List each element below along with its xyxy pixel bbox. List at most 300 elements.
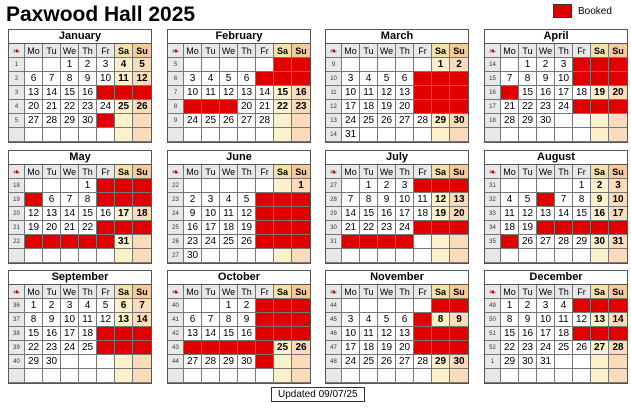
day-cell: 11: [360, 327, 378, 341]
day-cell: 25: [274, 341, 292, 355]
day-header-sa: Sa: [274, 44, 292, 58]
legend-booked-swatch: [553, 4, 572, 18]
day-cell: 17: [342, 100, 360, 114]
day-header-su: Su: [133, 285, 151, 299]
day-cell-booked: 24: [609, 221, 627, 235]
day-cell-booked: 21: [202, 341, 220, 355]
day-cell: [256, 179, 274, 193]
day-cell: [115, 114, 133, 128]
month-name: January: [9, 30, 151, 44]
day-header-tu: Tu: [202, 285, 220, 299]
day-cell: 6: [238, 72, 256, 86]
day-header-fr: Fr: [573, 165, 591, 179]
day-cell: 23: [537, 100, 555, 114]
day-header-we: We: [61, 44, 79, 58]
day-cell: 1: [220, 299, 238, 313]
day-cell: 5: [97, 299, 115, 313]
day-header-sa: Sa: [432, 165, 450, 179]
day-cell: [537, 249, 555, 263]
week-number: 12: [326, 100, 342, 114]
day-cell: 23: [43, 341, 61, 355]
day-cell: 23: [519, 341, 537, 355]
day-cell: 3: [555, 58, 573, 72]
day-header-mo: Mo: [501, 44, 519, 58]
day-header-we: We: [378, 165, 396, 179]
day-cell: [414, 249, 432, 263]
month-grid: [9, 285, 151, 383]
day-cell: [274, 179, 292, 193]
day-cell: [43, 369, 61, 383]
day-cell: 30: [591, 235, 609, 249]
day-cell: 21: [43, 100, 61, 114]
week-number: 43: [168, 341, 184, 355]
day-cell: [133, 249, 151, 263]
day-cell: [555, 114, 573, 128]
day-cell: 18: [133, 207, 151, 221]
week-number: 24: [168, 207, 184, 221]
day-cell: 15: [501, 327, 519, 341]
day-cell: 5: [378, 72, 396, 86]
day-header-th: Th: [238, 285, 256, 299]
day-cell: 30: [519, 355, 537, 369]
day-cell: 22: [79, 221, 97, 235]
day-cell: 18: [414, 207, 432, 221]
day-cell: [184, 58, 202, 72]
day-cell: [396, 369, 414, 383]
day-cell: 12: [220, 86, 238, 100]
day-cell: 25: [202, 114, 220, 128]
day-cell: [115, 249, 133, 263]
day-cell: [342, 299, 360, 313]
day-cell: [79, 128, 97, 142]
day-cell: 13: [396, 86, 414, 100]
day-header-tu: Tu: [43, 44, 61, 58]
day-cell: 14: [256, 86, 274, 100]
day-cell: 3: [61, 299, 79, 313]
month-november: [325, 270, 469, 384]
day-cell: [519, 369, 537, 383]
week-number: [485, 249, 501, 263]
day-header-sa: Sa: [591, 285, 609, 299]
day-cell-booked: 28: [342, 235, 360, 249]
week-number: 32: [485, 193, 501, 207]
week-number: 13: [326, 114, 342, 128]
day-cell: [274, 114, 292, 128]
day-cell: 1: [292, 179, 310, 193]
day-cell: [537, 128, 555, 142]
week-number: 44: [326, 299, 342, 313]
month-grid: [485, 165, 627, 263]
day-cell-booked: 14: [274, 207, 292, 221]
day-cell: 24: [396, 221, 414, 235]
legend: [553, 4, 612, 18]
week-number: 27: [326, 179, 342, 193]
day-cell-booked: 28: [61, 235, 79, 249]
day-cell: 19: [25, 221, 43, 235]
day-header-we: We: [537, 165, 555, 179]
day-header-we: We: [220, 44, 238, 58]
day-cell-booked: 19: [220, 100, 238, 114]
day-cell: 12: [519, 207, 537, 221]
day-header-we: We: [537, 285, 555, 299]
day-cell-booked: 27: [43, 235, 61, 249]
week-number: 39: [9, 341, 25, 355]
day-cell: [133, 235, 151, 249]
month-grid: [9, 44, 151, 142]
day-cell: 28: [555, 235, 573, 249]
week-number: [485, 369, 501, 383]
day-header-we: We: [61, 165, 79, 179]
week-number: 1: [485, 355, 501, 369]
week-number: 35: [485, 235, 501, 249]
day-cell-booked: 24: [115, 221, 133, 235]
day-header-we: We: [220, 285, 238, 299]
day-cell: 30: [43, 355, 61, 369]
day-cell: 14: [609, 313, 627, 327]
day-cell: [360, 58, 378, 72]
day-cell-booked: 31: [256, 355, 274, 369]
day-cell: [184, 369, 202, 383]
day-header-th: Th: [555, 165, 573, 179]
day-cell: 26: [573, 341, 591, 355]
day-cell: 8: [519, 72, 537, 86]
day-cell: 7: [501, 72, 519, 86]
day-header-mo: Mo: [342, 44, 360, 58]
day-cell-booked: 14: [414, 327, 432, 341]
day-cell: 12: [378, 86, 396, 100]
day-cell: [292, 114, 310, 128]
day-cell: [133, 114, 151, 128]
day-cell: [573, 128, 591, 142]
day-cell: 2: [537, 58, 555, 72]
day-cell: 18: [360, 341, 378, 355]
week-number: 10: [326, 72, 342, 86]
week-number: 11: [326, 86, 342, 100]
day-cell: [202, 299, 220, 313]
week-number: 29: [326, 207, 342, 221]
day-cell-booked: 10: [256, 313, 274, 327]
day-cell: [274, 369, 292, 383]
day-header-fr: Fr: [97, 44, 115, 58]
day-cell-booked: 20: [591, 327, 609, 341]
day-cell: [43, 128, 61, 142]
day-cell: 28: [202, 355, 220, 369]
month-name: August: [485, 151, 627, 165]
day-cell-booked: 20: [256, 221, 274, 235]
day-cell: [342, 179, 360, 193]
day-cell: [184, 179, 202, 193]
day-cell: 28: [256, 114, 274, 128]
day-cell: 29: [573, 235, 591, 249]
day-cell: 20: [238, 100, 256, 114]
day-cell-booked: 7: [256, 72, 274, 86]
day-cell: 18: [79, 327, 97, 341]
day-cell: [184, 299, 202, 313]
day-cell-booked: 23: [591, 221, 609, 235]
day-cell: 2: [450, 58, 468, 72]
day-cell-booked: 16: [450, 86, 468, 100]
day-cell: [274, 128, 292, 142]
week-number: 2: [9, 72, 25, 86]
week-number: [326, 249, 342, 263]
day-cell-booked: 2: [97, 179, 115, 193]
day-header-su: Su: [450, 44, 468, 58]
day-cell: 30: [238, 355, 256, 369]
day-cell: 25: [220, 235, 238, 249]
day-cell: 2: [184, 193, 202, 207]
day-cell: 26: [378, 114, 396, 128]
day-cell: [396, 128, 414, 142]
day-cell: 22: [360, 221, 378, 235]
day-cell: 3: [97, 58, 115, 72]
month-september: [8, 270, 152, 384]
day-header-mo: Mo: [184, 165, 202, 179]
month-name: April: [485, 30, 627, 44]
day-cell-booked: 23: [450, 100, 468, 114]
day-cell: 9: [43, 313, 61, 327]
day-cell: 5: [519, 193, 537, 207]
day-header-sa: Sa: [274, 285, 292, 299]
day-cell: [133, 355, 151, 369]
rabbit-icon: ❧: [485, 285, 501, 299]
day-cell: 22: [519, 100, 537, 114]
day-cell: [61, 249, 79, 263]
day-cell: 6: [115, 299, 133, 313]
day-cell: 4: [220, 193, 238, 207]
week-number: 46: [326, 327, 342, 341]
day-cell: 4: [79, 299, 97, 313]
day-cell-booked: 15: [432, 86, 450, 100]
day-header-th: Th: [238, 44, 256, 58]
day-cell: 24: [97, 100, 115, 114]
month-august: [484, 150, 628, 264]
day-cell: 7: [342, 193, 360, 207]
day-cell: 25: [360, 114, 378, 128]
day-cell: [609, 369, 627, 383]
month-grid: [168, 44, 310, 142]
day-header-mo: Mo: [501, 285, 519, 299]
day-cell-booked: 18: [115, 86, 133, 100]
day-cell-booked: 25: [501, 235, 519, 249]
day-header-sa: Sa: [591, 165, 609, 179]
day-cell: [501, 128, 519, 142]
day-cell-booked: 6: [609, 58, 627, 72]
day-cell: 3: [184, 72, 202, 86]
day-cell: 6: [396, 313, 414, 327]
day-cell: 12: [133, 72, 151, 86]
day-cell-booked: 21: [133, 327, 151, 341]
day-cell-booked: 11: [133, 193, 151, 207]
week-number: [485, 128, 501, 142]
day-cell: [450, 235, 468, 249]
week-number: 14: [326, 128, 342, 142]
week-number: 31: [485, 179, 501, 193]
day-cell-booked: 14: [501, 86, 519, 100]
month-january: [8, 29, 152, 143]
day-cell-booked: 8: [432, 72, 450, 86]
day-cell: 9: [238, 313, 256, 327]
day-cell: 10: [555, 72, 573, 86]
day-cell: 12: [432, 193, 450, 207]
week-number: 20: [9, 207, 25, 221]
legend-booked-label: Booked: [578, 5, 612, 17]
day-header-tu: Tu: [43, 285, 61, 299]
day-cell: 4: [115, 58, 133, 72]
day-cell: 15: [79, 207, 97, 221]
day-cell: [220, 128, 238, 142]
day-cell-booked: 18: [274, 327, 292, 341]
day-cell: 8: [220, 313, 238, 327]
day-cell: 20: [25, 100, 43, 114]
day-cell: 9: [79, 72, 97, 86]
day-cell-booked: 7: [274, 193, 292, 207]
day-cell-booked: 10: [115, 193, 133, 207]
month-may: [8, 150, 152, 264]
day-cell: 5: [133, 58, 151, 72]
day-cell: 1: [61, 58, 79, 72]
day-cell: [133, 128, 151, 142]
day-cell-booked: 9: [450, 72, 468, 86]
day-cell: 13: [591, 313, 609, 327]
day-cell: 7: [61, 193, 79, 207]
day-cell: 30: [450, 114, 468, 128]
day-cell: [450, 369, 468, 383]
day-cell: [555, 249, 573, 263]
day-cell-booked: 23: [238, 341, 256, 355]
day-cell: 21: [61, 221, 79, 235]
day-cell-booked: 24: [256, 341, 274, 355]
day-cell: 27: [25, 114, 43, 128]
day-cell: 12: [238, 207, 256, 221]
day-cell: 12: [573, 313, 591, 327]
day-cell: [256, 369, 274, 383]
week-number: 51: [485, 327, 501, 341]
month-april: [484, 29, 628, 143]
day-cell: 29: [220, 355, 238, 369]
day-cell: 6: [43, 193, 61, 207]
day-cell-booked: 31: [97, 114, 115, 128]
day-cell: 6: [396, 72, 414, 86]
day-cell-booked: 14: [414, 86, 432, 100]
day-cell: 16: [537, 86, 555, 100]
day-cell: [202, 58, 220, 72]
day-cell: 20: [396, 341, 414, 355]
week-number: 3: [9, 86, 25, 100]
day-cell: 26: [220, 114, 238, 128]
day-cell: 14: [133, 313, 151, 327]
day-cell: 15: [25, 327, 43, 341]
day-cell: 18: [555, 327, 573, 341]
day-cell-booked: 21: [414, 341, 432, 355]
day-cell: 16: [519, 327, 537, 341]
day-header-we: We: [61, 285, 79, 299]
day-cell: [537, 179, 555, 193]
day-cell: [238, 369, 256, 383]
day-cell: [360, 128, 378, 142]
day-cell: 1: [501, 299, 519, 313]
day-cell: 9: [184, 207, 202, 221]
day-cell: 4: [360, 72, 378, 86]
week-number: 22: [168, 179, 184, 193]
day-cell: 13: [450, 193, 468, 207]
day-header-fr: Fr: [573, 285, 591, 299]
day-cell: 8: [79, 193, 97, 207]
day-cell: [25, 128, 43, 142]
day-cell: 10: [97, 72, 115, 86]
day-header-fr: Fr: [97, 285, 115, 299]
day-cell: 8: [432, 313, 450, 327]
rabbit-icon: ❧: [9, 285, 25, 299]
day-cell-booked: 31: [396, 235, 414, 249]
day-header-fr: Fr: [256, 285, 274, 299]
day-cell: 30: [79, 114, 97, 128]
day-cell: [274, 355, 292, 369]
week-number: 40: [9, 355, 25, 369]
day-cell-booked: 19: [133, 86, 151, 100]
day-cell: 17: [609, 207, 627, 221]
day-cell: 6: [184, 313, 202, 327]
day-cell: 11: [202, 86, 220, 100]
day-header-mo: Mo: [25, 165, 43, 179]
day-cell: 16: [378, 207, 396, 221]
day-cell: 8: [573, 193, 591, 207]
day-cell: 18: [360, 100, 378, 114]
day-cell: [555, 369, 573, 383]
day-cell: [79, 249, 97, 263]
day-cell: [555, 355, 573, 369]
day-cell: 4: [555, 299, 573, 313]
day-cell: 29: [501, 355, 519, 369]
day-cell: 26: [519, 235, 537, 249]
day-cell: 25: [115, 100, 133, 114]
month-grid: [326, 165, 468, 263]
day-cell: 29: [61, 114, 79, 128]
day-cell: 24: [61, 341, 79, 355]
day-cell: 17: [115, 207, 133, 221]
day-cell: 29: [519, 114, 537, 128]
day-cell: [591, 114, 609, 128]
day-cell: [396, 58, 414, 72]
day-cell: [450, 128, 468, 142]
rabbit-icon: ❧: [168, 165, 184, 179]
day-cell: [414, 299, 432, 313]
day-cell-booked: 5: [573, 299, 591, 313]
day-cell: [414, 128, 432, 142]
day-cell: [501, 58, 519, 72]
day-cell: [414, 369, 432, 383]
day-header-su: Su: [133, 44, 151, 58]
day-cell: 3: [609, 179, 627, 193]
day-cell: [220, 369, 238, 383]
day-cell: [555, 128, 573, 142]
day-cell: 16: [43, 327, 61, 341]
day-cell-booked: 17: [256, 327, 274, 341]
week-number: 22: [9, 235, 25, 249]
day-cell: 14: [555, 207, 573, 221]
week-number: [9, 128, 25, 142]
rabbit-icon: ❧: [9, 165, 25, 179]
day-cell: [220, 249, 238, 263]
day-cell: 11: [115, 72, 133, 86]
day-header-th: Th: [396, 44, 414, 58]
day-cell: [43, 179, 61, 193]
day-cell: 14: [342, 207, 360, 221]
day-cell: 18: [573, 86, 591, 100]
month-name: March: [326, 30, 468, 44]
day-cell: 7: [43, 72, 61, 86]
day-cell: 9: [537, 72, 555, 86]
day-cell: 26: [292, 341, 310, 355]
